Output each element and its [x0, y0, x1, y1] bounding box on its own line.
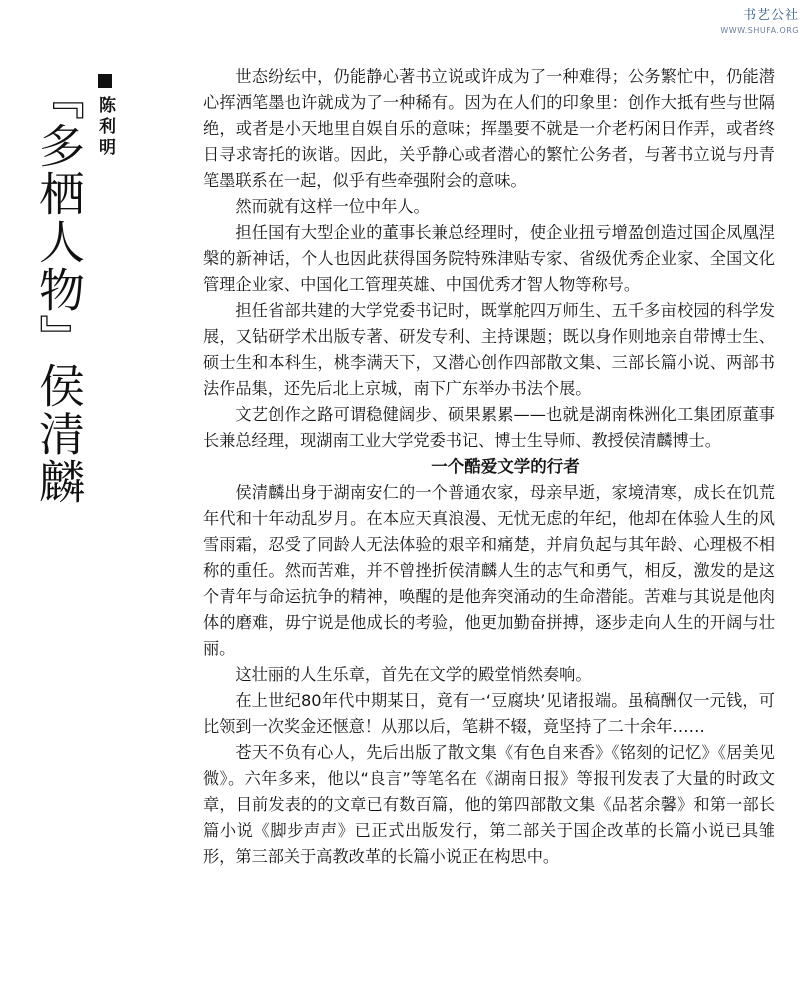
paragraph: 担任省部共建的大学党委书记时，既掌舵四万师生、五千多亩校园的科学发展，又钻研学术出版专著、研发专利、主持课题；既以身作则地亲自带博士生、硕士生和本科生，桃李满天下，又潜心创作四部散文集、三部长篇小说、两部书法作品集，还先后北上京城，南下广东举办书法个展。	[203, 301, 775, 398]
watermark	[695, 4, 799, 44]
section-title: 一个酷爱文学的行者	[431, 457, 580, 476]
open-quote: 『	[32, 74, 86, 122]
paragraph: 文艺创作之路可谓稳健阔步、硕果累累——也就是湖南株洲化工集团原董事长兼总经理，现湖南工业大学党委书记、博士生导师、教授侯清麟博士。	[203, 405, 775, 450]
subject-name: 侯清麟	[32, 362, 86, 506]
column-title-text: 多栖人物	[32, 122, 86, 314]
paragraph: 世态纷纭中，仍能静心著书立说或许成为了一种难得；公务繁忙中，仍能潜心挥洒笔墨也许就成为了一种稀有。因为在人们的印象里：创作大抵有些与世隔绝，或者是小天地里自娱自乐的意味；挥墨要不就是一介老朽闲日作弄，或者终日寻求寄托的诙谐。因此，关乎静心或者潜心的繁忙公务者，与著书立说与丹青笔墨联系在一起，似乎有些牵强附会的意味。	[203, 67, 775, 190]
paragraph: 然而就有这样一位中年人。	[235, 197, 430, 216]
paragraph: 担任国有大型企业的董事长兼总经理时，使企业扭亏增盈创造过国企凤凰涅槃的新神话，个人也因此获得国务院特殊津贴专家、省级优秀企业家、全国文化管理企业家、中国化工管理英雄、中国优秀才智人物等称号。	[203, 223, 775, 294]
paragraph: 这壮丽的人生乐章，首先在文学的殿堂悄然奏响。	[235, 665, 592, 684]
close-quote: 』	[32, 314, 86, 362]
black-square-icon	[98, 74, 112, 88]
watermark-url: WWW.SHUFA.ORG	[720, 26, 799, 35]
watermark-logo: 书艺公社	[742, 8, 799, 23]
article-body	[203, 64, 775, 870]
author-name: 陈利明	[95, 96, 115, 159]
paragraph: 侯清麟出身于湖南安仁的一个普通农家，母亲早逝，家境清寒，成长在饥荒年代和十年动乱岁月。在本应天真浪漫、无忧无虑的年纪，他却在体验人生的风雪雨霜，忍受了同龄人无法体验的艰辛和痛楚，并肩负起与其年龄、心理极不相称的重任。然而苦难，并不曾挫折侯清麟人生的志气和勇气，相反，激发的是这个青年与命运抗争的精神，唤醒的是他奔突涌动的生命潜能。苦难与其说是他肉体的磨难，毋宁说是他成长的考验，他更加勤奋拼搏，逐步走向人生的开阔与壮丽。	[203, 483, 775, 658]
paragraph: 苍天不负有心人，先后出版了散文集《有色自来香》《铭刻的记忆》《居美见微》。六年多来，他以“良言”等笔名在《湖南日报》等报刊发表了大量的时政文章，目前发表的的文章已有数百篇，他的第四部散文集《品茗余馨》和第一部长篇小说《脚步声声》已正式出版发行，第二部关于国企改革的长篇小说已具雏形，第三部关于高教改革的长篇小说正在构思中。	[203, 743, 775, 866]
paragraph: 在上世纪80年代中期某日，竟有一‘豆腐块’见诸报端。虽稿酬仅一元钱，可比领到一次奖金还惬意！从那以后，笔耕不辍，竟坚持了二十余年……	[203, 691, 775, 736]
column-title	[34, 74, 84, 506]
